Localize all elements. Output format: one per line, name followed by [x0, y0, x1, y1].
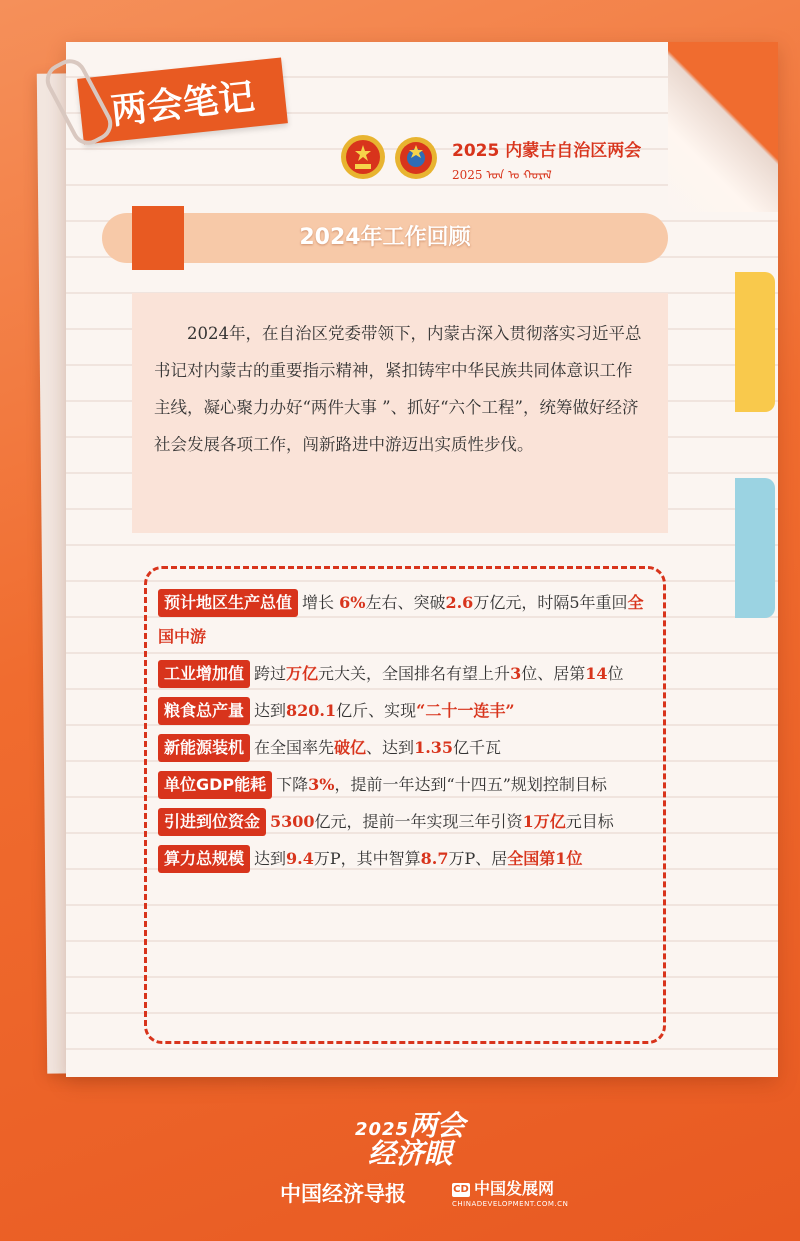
highlights-list: [158, 586, 648, 879]
logo-text-top: 两会: [409, 1109, 466, 1142]
notes-badge-label: 两会笔记: [109, 76, 257, 132]
item-tag: 单位GDP能耗: [158, 771, 272, 799]
event-logo-bottom: 经济眼: [367, 1137, 452, 1170]
item-tag: 新能源装机: [158, 734, 250, 762]
list-item: 新能源装机 在全国率先破亿、达到1.35亿千瓦: [158, 731, 648, 765]
item-tag: 预计地区生产总值: [158, 589, 298, 617]
section-title: 2024年工作回顾: [299, 225, 471, 250]
logo-year: 2025: [354, 1119, 410, 1140]
conference-title: 2025 内蒙古自治区两会: [452, 141, 642, 161]
list-item: 算力总规模 达到9.4万P，其中智算8.7万P、居全国第1位: [158, 842, 648, 876]
list-item: 单位GDP能耗 下降3%，提前一年达到“十四五”规划控制目标: [158, 768, 648, 802]
site-name: 中国发展网: [474, 1179, 555, 1198]
site-logo: [452, 1176, 568, 1208]
blue-bookmark-tab: [735, 478, 775, 618]
national-emblem-icon: [340, 134, 386, 180]
conference-subtitle: 2025 ᠣᠨ ᠤ ᠬᠤᠷᠠᠯ: [452, 168, 552, 182]
list-item: 工业增加值 跨过万亿元大关，全国排名有望上升3位、居第14位: [158, 657, 648, 691]
intro-paragraph: 2024年，在自治区党委带领下，内蒙古深入贯彻落实习近平总书记对内蒙古的重要指示精神，紧扣铸牢中华民族共同体意识工作主线，凝心聚力办好“两件大事 ”、抓好“六个工程”，统筹做好经济社会发展各项工作，闯新路进中游迈出实质性步伐。: [132, 293, 668, 533]
item-tag: 粮食总产量: [158, 697, 250, 725]
list-item: 预计地区生产总值 增长 6%左右、突破2.6万亿元，时隔5年重回全国中游: [158, 586, 648, 654]
item-tag: 工业增加值: [158, 660, 250, 688]
page-curl-corner: [668, 42, 778, 212]
yellow-bookmark-tab: [735, 272, 775, 412]
cppcc-emblem-icon: [394, 136, 438, 180]
cd-logo-icon: CD: [453, 1183, 469, 1195]
item-tag: 引进到位资金: [158, 808, 266, 836]
list-item: 粮食总产量 达到820.1亿斤、实现“二十一连丰”: [158, 694, 648, 728]
site-url: CHINADEVELOPMENT.COM.CN: [452, 1200, 569, 1208]
publisher-logo: 中国经济导报: [280, 1181, 406, 1206]
item-tag: 算力总规模: [158, 845, 250, 873]
list-item: 引进到位资金 5300亿元，提前一年实现三年引资1万亿元目标: [158, 805, 648, 839]
